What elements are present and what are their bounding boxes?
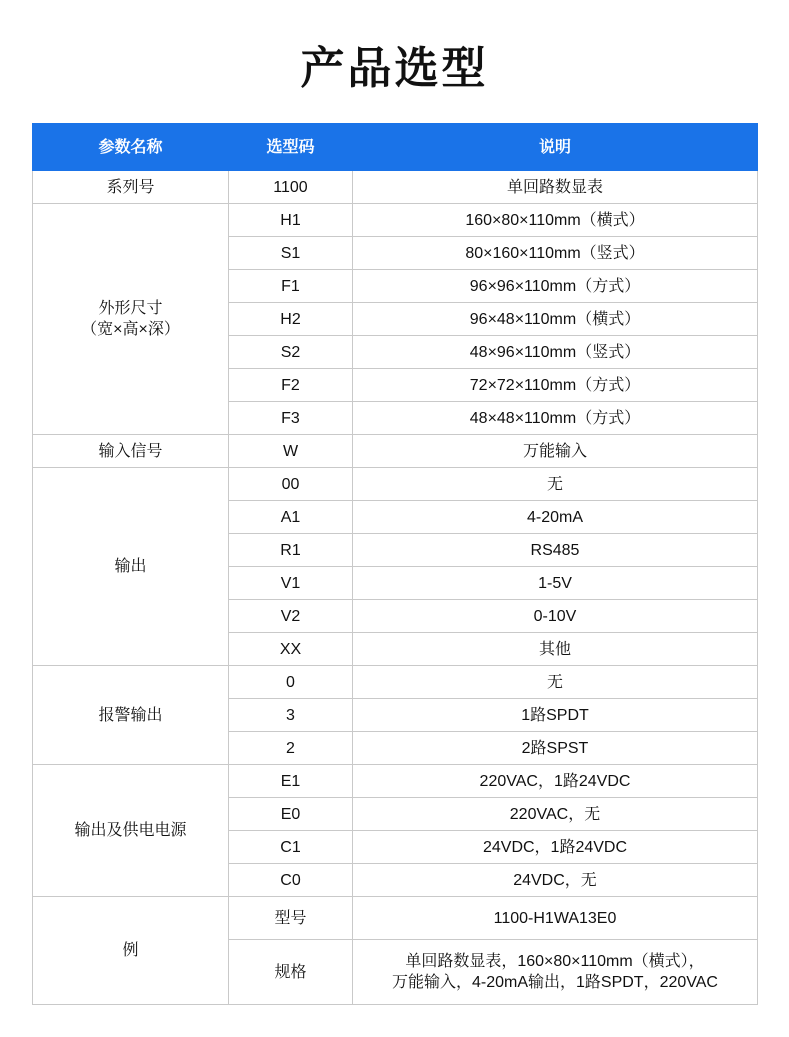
row-code: S2 <box>229 336 353 369</box>
row-desc: 1-5V <box>353 567 758 600</box>
row-desc-spec-line1: 单回路数显表，160×80×110mm（横式）， <box>405 952 705 970</box>
row-code: 0 <box>229 666 353 699</box>
row-label-example: 例 <box>33 897 229 1005</box>
row-desc: 万能输入 <box>353 435 758 468</box>
column-header-description: 说明 <box>353 124 758 171</box>
row-code: 00 <box>229 468 353 501</box>
row-desc: 4-20mA <box>353 501 758 534</box>
row-desc: 2路SPST <box>353 732 758 765</box>
row-desc: 160×80×110mm（横式） <box>353 204 758 237</box>
row-code: W <box>229 435 353 468</box>
row-desc: 48×48×110mm（方式） <box>353 402 758 435</box>
table-row <box>33 435 758 468</box>
row-code: C1 <box>229 831 353 864</box>
row-desc: 单回路数显表 <box>353 171 758 204</box>
table-row <box>33 666 758 699</box>
row-desc: 无 <box>353 468 758 501</box>
row-desc: 24VDC，1路24VDC <box>353 831 758 864</box>
row-code: H1 <box>229 204 353 237</box>
row-label-output: 输出 <box>33 468 229 666</box>
row-desc-spec-line2: 万能输入，4-20mA输出，1路SPDT，220VAC <box>391 974 718 992</box>
row-code: 2 <box>229 732 353 765</box>
row-code: V1 <box>229 567 353 600</box>
row-desc-spec <box>353 940 758 1005</box>
row-code: A1 <box>229 501 353 534</box>
row-code: F2 <box>229 369 353 402</box>
row-code-spec: 规格 <box>229 940 353 1005</box>
row-desc: 96×96×110mm（方式） <box>353 270 758 303</box>
row-code: 3 <box>229 699 353 732</box>
row-label-dimensions-line2: （宽×高×深） <box>81 321 180 339</box>
row-code: E1 <box>229 765 353 798</box>
row-desc: 48×96×110mm（竖式） <box>353 336 758 369</box>
table-header-row <box>33 124 758 171</box>
table-row <box>33 171 758 204</box>
column-header-selection-code: 选型码 <box>229 124 353 171</box>
row-desc: 24VDC，无 <box>353 864 758 897</box>
row-label-power-supply: 输出及供电电源 <box>33 765 229 897</box>
row-desc: 220VAC，1路24VDC <box>353 765 758 798</box>
row-label-dimensions <box>33 204 229 435</box>
row-desc: 无 <box>353 666 758 699</box>
row-desc: 1路SPDT <box>353 699 758 732</box>
row-code: R1 <box>229 534 353 567</box>
row-code: F3 <box>229 402 353 435</box>
table-row <box>33 204 758 237</box>
row-code: H2 <box>229 303 353 336</box>
table-row <box>33 897 758 940</box>
row-desc: RS485 <box>353 534 758 567</box>
row-desc: 80×160×110mm（竖式） <box>353 237 758 270</box>
row-code: S1 <box>229 237 353 270</box>
row-code: F1 <box>229 270 353 303</box>
row-desc-model: 1100-H1WA13E0 <box>353 897 758 940</box>
row-label-input-signal: 输入信号 <box>33 435 229 468</box>
row-desc: 0-10V <box>353 600 758 633</box>
row-desc: 220VAC，无 <box>353 798 758 831</box>
row-label-series: 系列号 <box>33 171 229 204</box>
row-code: 1100 <box>229 171 353 204</box>
row-code: V2 <box>229 600 353 633</box>
row-desc: 其他 <box>353 633 758 666</box>
row-code-model: 型号 <box>229 897 353 940</box>
row-label-alarm-output: 报警输出 <box>33 666 229 765</box>
product-selection-table <box>32 123 758 1005</box>
table-row <box>33 765 758 798</box>
row-desc: 72×72×110mm（方式） <box>353 369 758 402</box>
row-desc: 96×48×110mm（横式） <box>353 303 758 336</box>
table-row <box>33 468 758 501</box>
row-code: XX <box>229 633 353 666</box>
row-code: C0 <box>229 864 353 897</box>
column-header-parameter-name: 参数名称 <box>33 124 229 171</box>
row-label-dimensions-line1: 外形尺寸 <box>98 299 163 317</box>
page-title: 产品选型 <box>300 44 489 93</box>
row-code: E0 <box>229 798 353 831</box>
